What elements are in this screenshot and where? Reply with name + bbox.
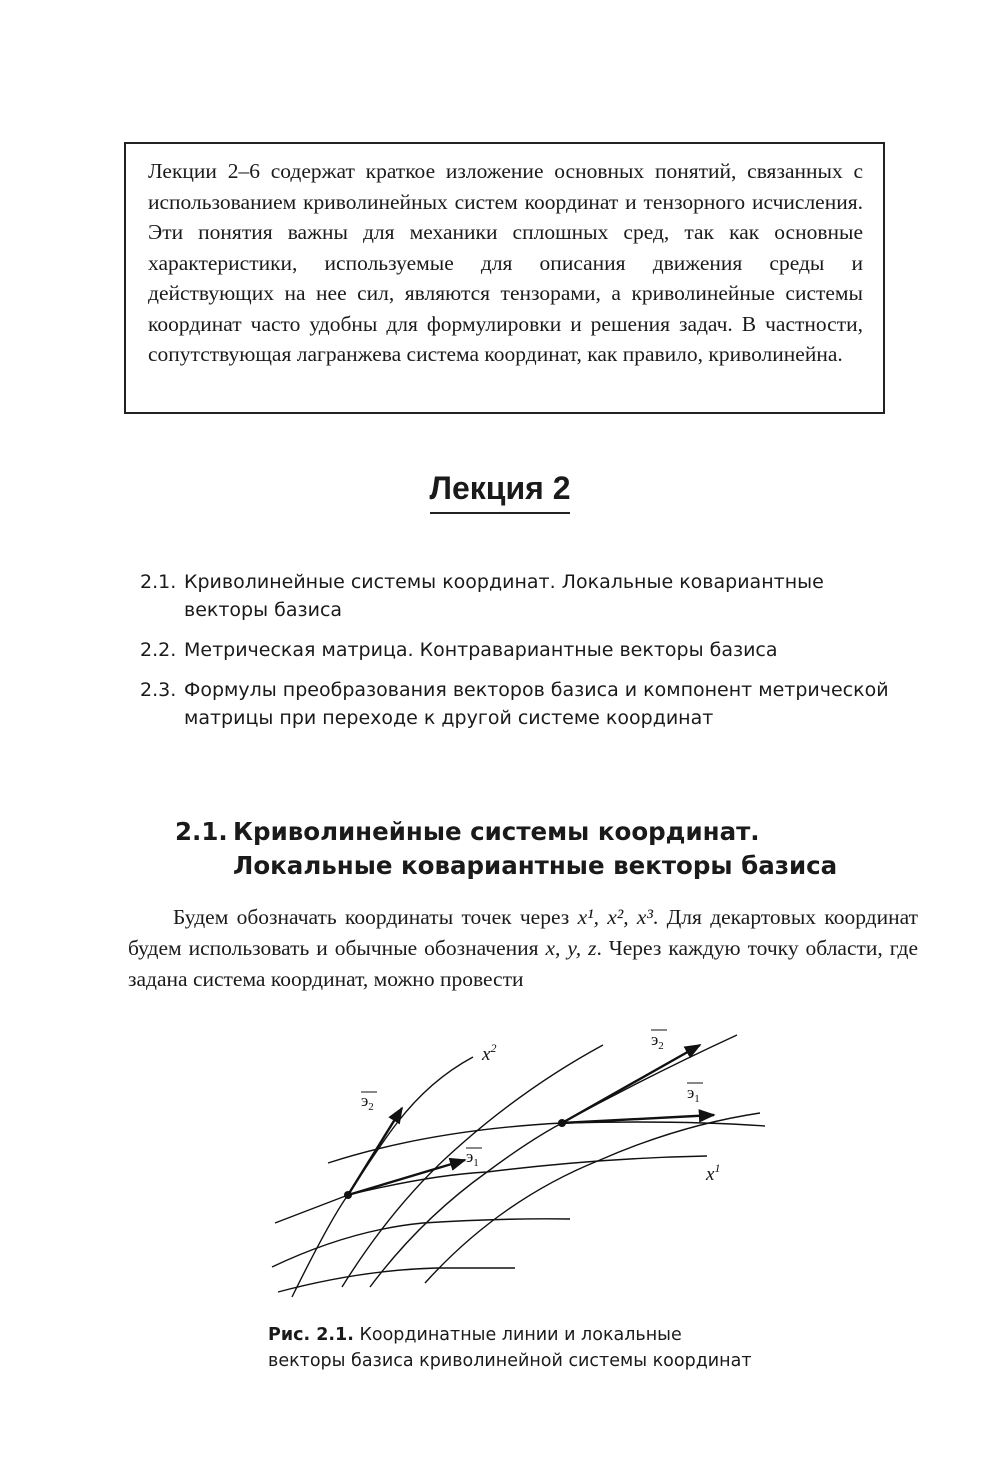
label-x1: $x^1$ bbox=[706, 1161, 721, 1185]
toc-item[interactable]: 2.1. Криволинейные системы координат. Локальные ковариантные векторы базиса bbox=[140, 571, 824, 621]
label-e2-right: $э_2$ bbox=[651, 1030, 664, 1052]
x1-line bbox=[272, 1219, 570, 1267]
toc-item[interactable]: 2.3. Формулы преобразования векторов базиса и компонент метрической матрицы при переходе к другой системе координат bbox=[140, 679, 889, 729]
point-marker bbox=[344, 1191, 352, 1199]
x2-line bbox=[370, 1035, 737, 1287]
label-e2-left: $э_2$ bbox=[361, 1091, 374, 1113]
section-heading: 2.1. Криволинейные системы координат. Локальные ковариантные векторы базиса bbox=[175, 817, 838, 880]
x2-line bbox=[425, 1113, 760, 1283]
intro-text: Лекции 2–6 содержат краткое изложение основных понятий, связанных с использованием криволинейных систем координат и тензорного исчисления. Эти понятия важны для механики сплошных сред, так как основные характеристики, используемые для описания движения среды и действующих на нее сил, являются тензорами, а криволинейные системы координат часто удобны для формулировки и решения задач. В частности, сопутствующая лагранжева система координат, как правило, криволинейна. bbox=[148, 159, 863, 366]
body-paragraph: Будем обозначать координаты точек через x¹, x², x³. Для декартовых координат будем использовать и обычные обозначения x, y, z. Через каждую точку области, где задана система координат, можно провести bbox=[128, 905, 918, 991]
x1-line bbox=[278, 1268, 515, 1292]
label-e1-left: $э_1$ bbox=[466, 1147, 479, 1169]
label-x2: $x^2$ bbox=[482, 1041, 497, 1065]
lecture-title: Лекция 2 bbox=[0, 470, 1000, 507]
label-e1-right: $э_1$ bbox=[687, 1083, 700, 1105]
point-marker bbox=[558, 1119, 566, 1127]
figure-caption: Рис. 2.1. Координатные линии и локальные векторы базиса криволинейной системы координат bbox=[268, 1325, 752, 1371]
x1-line bbox=[275, 1156, 707, 1223]
toc-item[interactable]: 2.2. Метрическая матрица. Контравариантные векторы базиса bbox=[140, 639, 778, 661]
